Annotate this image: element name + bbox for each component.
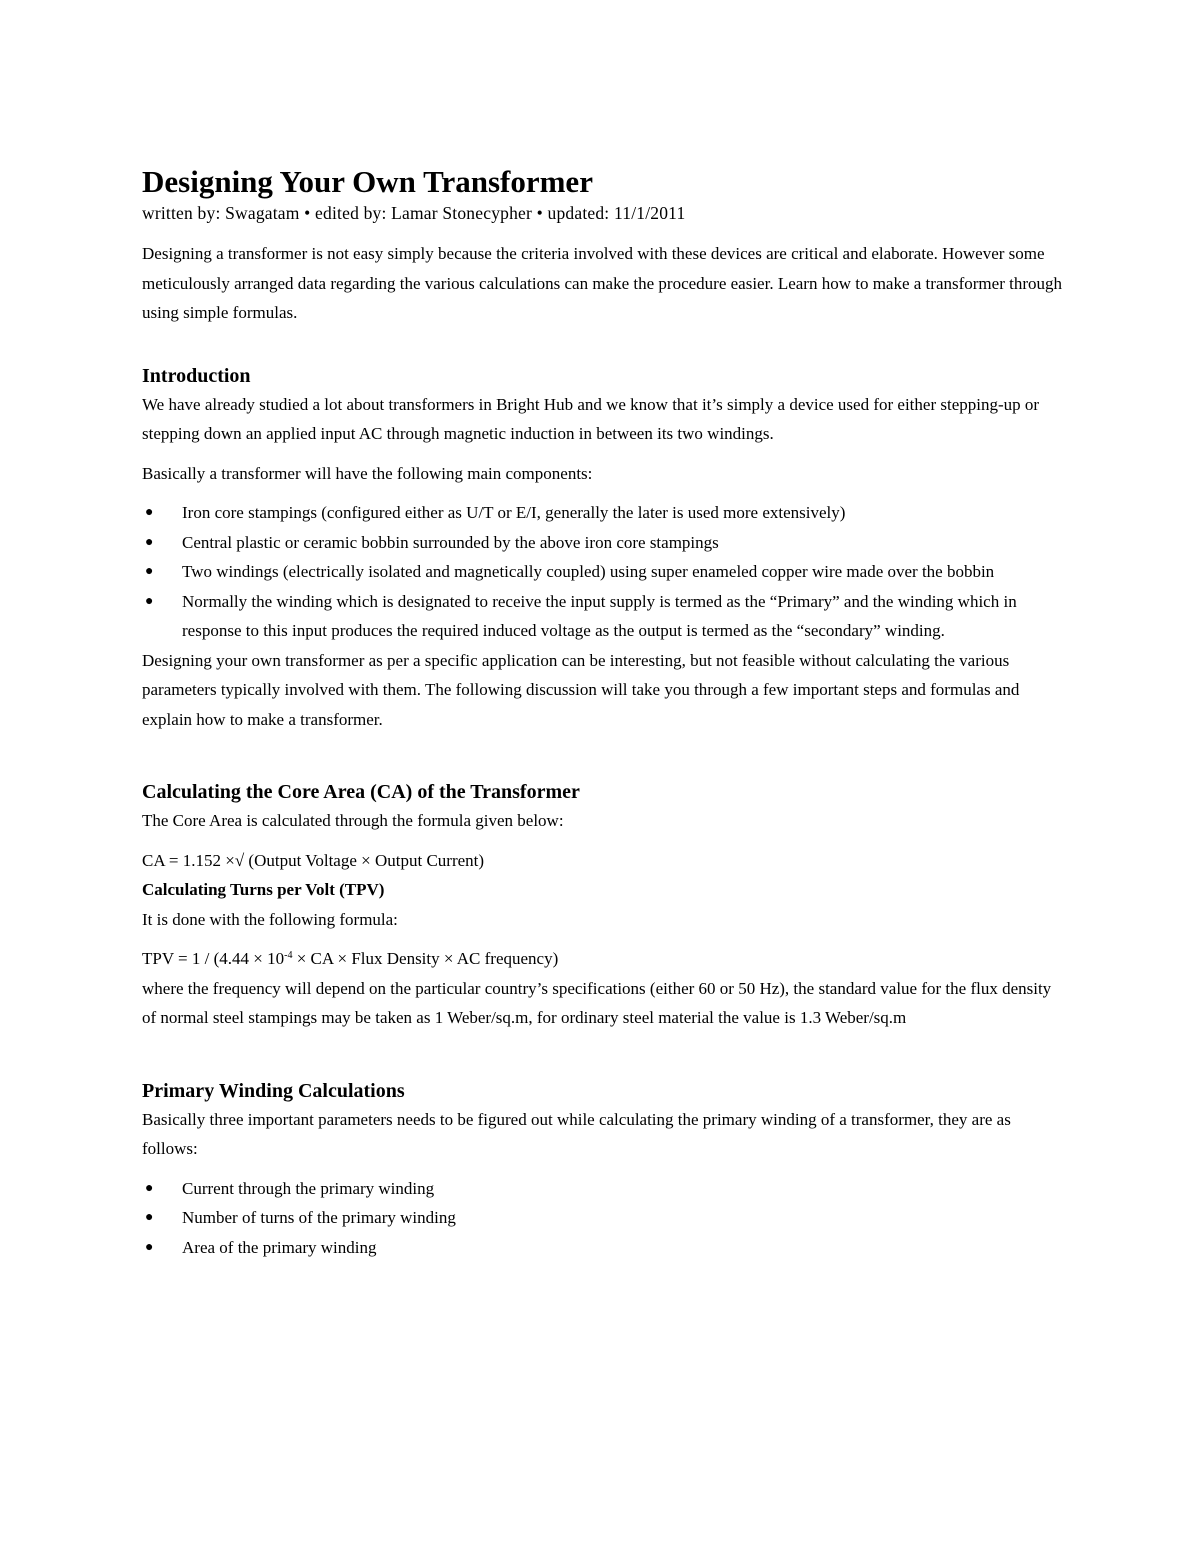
tpv-heading: Calculating Turns per Volt (TPV): [142, 880, 385, 899]
tpv-note: where the frequency will depend on the particular country’s specifications (either 60 or 50 Hz), the standard value for the flux density of normal steel stampings may be taken as 1 Weber/sq.m, for ordinary steel material the value is 1.3 Weber/sq.m: [142, 978, 1052, 1027]
components-list: [142, 498, 1062, 646]
bullet-icon: ●: [145, 1210, 154, 1225]
bullet-icon: ●: [145, 534, 154, 550]
bullet-icon: ●: [145, 593, 154, 609]
bullet-icon: ●: [145, 1180, 154, 1196]
primary-heading: Primary Winding Calculations: [142, 1079, 405, 1102]
introduction-paragraph: We have already studied a lot about transformers in Bright Hub and we know that it’s simply a device used for either stepping-up or stepping down an applied input AC through magnetic induction in between its two windings.: [142, 394, 1040, 443]
tpv-text: It is done with the following formula:: [142, 909, 398, 929]
intro-paragraph: Designing a transformer is not easy simply because the criteria involved with these devices are critical and elaborate. However some meticulously arranged data regarding the various calculations can make the procedure easier. Learn how to make a transformer through using simple formulas.: [142, 244, 1062, 322]
list-item: ● Central plastic or ceramic bobbin surrounded by the above iron core stampings: [142, 528, 1062, 558]
tpv-formula: TPV = $1 / (4.44 \times 10^{-4}$ × CA × Flux Density × AC frequency): [142, 949, 559, 968]
list-item: ● Normally the winding which is designated to receive the input supply is termed as the “Primary” and the winding which in response to this input produces the required induced voltage as the output is termed as the “secondary” winding.: [142, 587, 1062, 646]
core-area-heading: Calculating the Core Area (CA) of the Transformer: [142, 781, 580, 803]
list-item: ● Number of turns of the primary winding: [142, 1203, 1062, 1233]
bullet-icon: ●: [145, 505, 154, 520]
bullet-icon: ●: [145, 1239, 154, 1255]
core-area-formula: CA = 1.152 ×√ (Output Voltage × Output Current): [142, 850, 485, 870]
primary-list: [142, 1174, 1062, 1263]
primary-text: Basically three important parameters needs to be figured out while calculating the primary winding of a transformer, they are as follows:: [142, 1109, 1011, 1158]
document-page: [142, 163, 1062, 1262]
byline: written by: Swagatam • edited by: Lamar Stonecypher • updated: 11/1/2011: [142, 203, 686, 223]
components-lead: Basically a transformer will have the following main components:: [142, 463, 593, 483]
list-item: ● Two windings (electrically isolated and magnetically coupled) using super enameled copper wire made over the bobbin: [142, 557, 1062, 587]
list-item: ● Iron core stampings (configured either as U/T or E/I, generally the later is used more extensively): [142, 498, 1062, 528]
bullet-icon: ●: [145, 564, 154, 579]
list-item: ● Current through the primary winding: [142, 1174, 1062, 1204]
document-title: Designing Your Own Transformer: [142, 164, 593, 199]
list-item: ● Area of the primary winding: [142, 1233, 1062, 1263]
introduction-heading: Introduction: [142, 364, 251, 387]
design-paragraph: Designing your own transformer as per a specific application can be interesting, but not feasible without calculating the various parameters typically involved with them. The following discussion will take you through a few important steps and formulas and explain how to make a transformer.: [142, 650, 1020, 729]
core-area-text: The Core Area is calculated through the formula given below:: [142, 811, 564, 830]
